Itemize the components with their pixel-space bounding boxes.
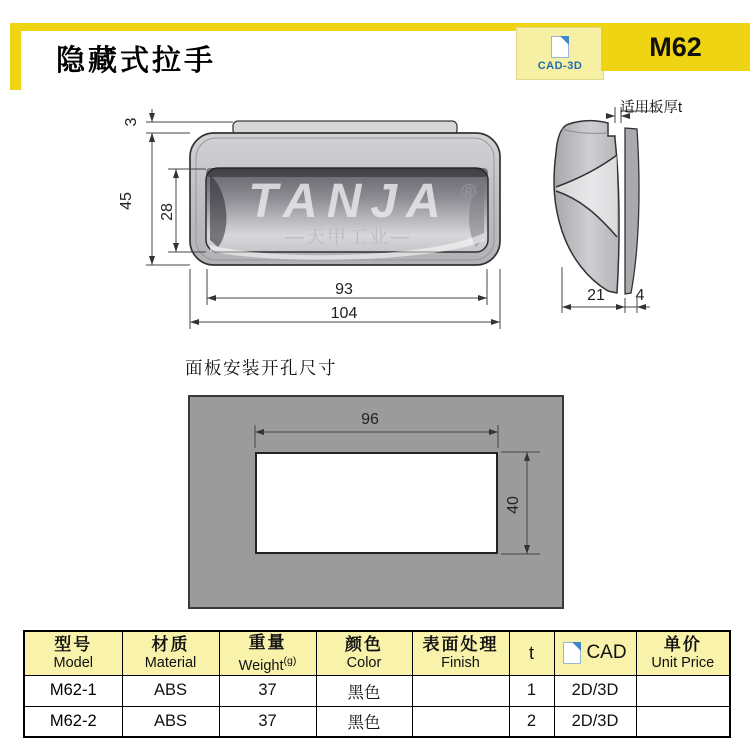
side-flange xyxy=(625,128,639,294)
cell-t: 2 xyxy=(509,706,554,737)
cell-price xyxy=(636,675,730,706)
cell-color: 黑色 xyxy=(316,675,412,706)
dim-overall-height: 45 xyxy=(118,192,135,210)
registered-trademark-icon: ® xyxy=(461,181,477,204)
brand-watermark: TANJA xyxy=(248,175,450,228)
plate-thickness-label: 适用板厚t xyxy=(620,100,683,116)
col-header-model: 型号 Model xyxy=(24,631,122,675)
dim-tab-height: 3 xyxy=(123,117,140,127)
cad-document-icon xyxy=(563,642,581,664)
page-title: 隐藏式拉手 xyxy=(56,45,217,77)
table-header-row xyxy=(24,631,730,675)
dim-cutout-width: 96 xyxy=(361,411,379,428)
header-accent-strip xyxy=(10,23,21,90)
dim-cutout-height: 40 xyxy=(505,496,522,514)
col-header-weight: 重量 Weight$^{(g)}$ xyxy=(219,631,316,675)
spec-table xyxy=(23,630,731,738)
col-header-unit-price: 单价 Unit Price xyxy=(636,631,730,675)
cell-model: M62-1 xyxy=(24,675,122,706)
cad-document-icon xyxy=(551,36,569,58)
cell-material: ABS xyxy=(122,675,219,706)
cell-weight: 37 xyxy=(219,706,316,737)
cad-badge-label: CAD-3D xyxy=(537,59,583,72)
dim-side-flange: 4 xyxy=(635,287,645,304)
cell-model: M62-2 xyxy=(24,706,122,737)
cell-weight: 37 xyxy=(219,675,316,706)
col-header-cad: CAD xyxy=(554,631,636,675)
table-row xyxy=(24,675,730,706)
col-header-finish: 表面处理 Finish xyxy=(412,631,509,675)
dim-side-depth: 21 xyxy=(587,287,605,304)
cell-t: 1 xyxy=(509,675,554,706)
table-row xyxy=(24,706,730,737)
brand-watermark-chinese: —天甲工业— xyxy=(284,227,411,248)
cell-finish xyxy=(412,675,509,706)
col-header-material: 材质 Material xyxy=(122,631,219,675)
cell-color: 黑色 xyxy=(316,706,412,737)
cell-price xyxy=(636,706,730,737)
cell-cad[interactable]: 2D/3D xyxy=(554,675,636,706)
col-header-color: 颜色 Color xyxy=(316,631,412,675)
cell-material: ABS xyxy=(122,706,219,737)
cutout-caption: 面板安装开孔尺寸 xyxy=(185,358,337,378)
cell-cad[interactable]: 2D/3D xyxy=(554,706,636,737)
dim-overall-width: 104 xyxy=(330,305,358,322)
model-code: M62 xyxy=(649,31,702,62)
cad-3d-badge[interactable] xyxy=(516,27,604,80)
dim-recess-width: 93 xyxy=(335,281,353,298)
col-header-t: t xyxy=(509,631,554,675)
dim-recess-height: 28 xyxy=(159,203,176,221)
cell-finish xyxy=(412,706,509,737)
model-code-box xyxy=(601,23,750,71)
